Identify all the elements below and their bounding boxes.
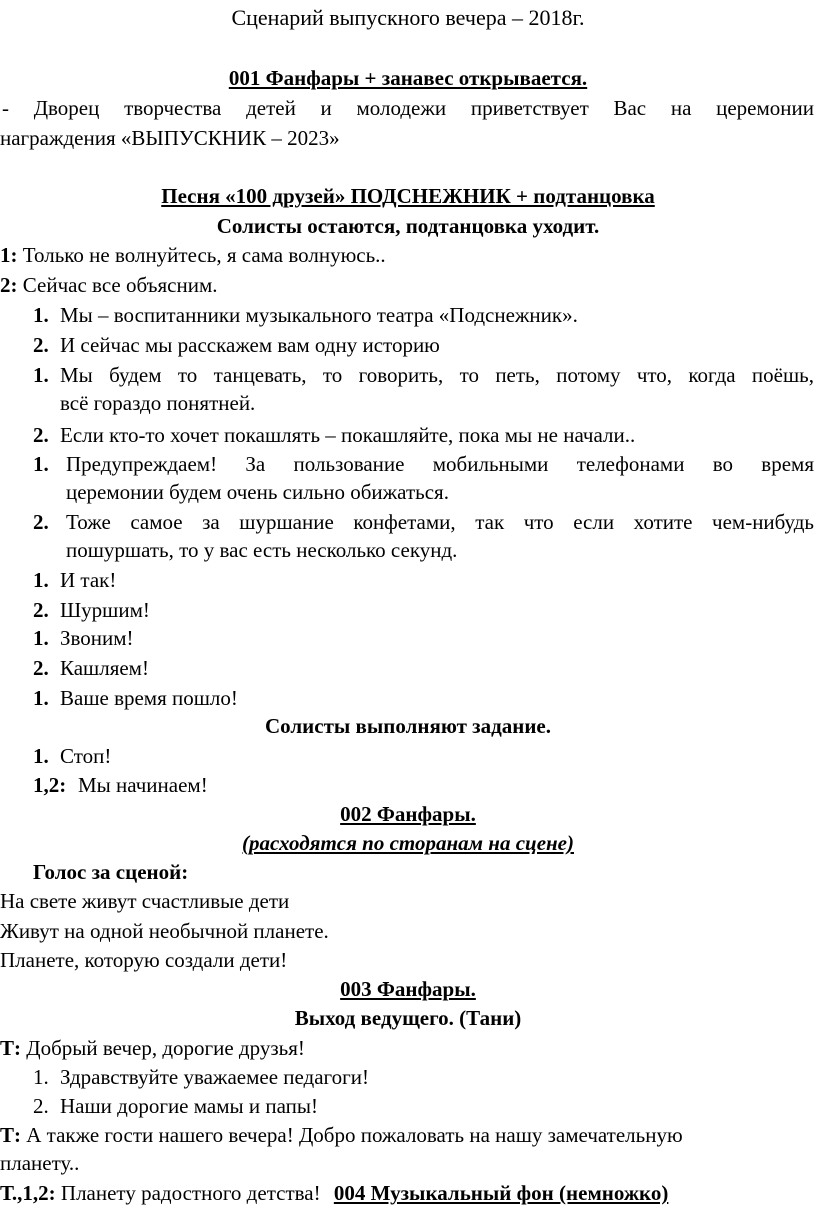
item-number: 2. [33,333,49,357]
item-text: пошуршать, то у вас есть несколько секунд. [66,538,458,562]
item-number: 1. [33,1065,49,1089]
item-number: 1. [33,744,49,768]
song-heading: Песня «100 друзей» ПОДСНЕЖНИК + подтанцовка [161,184,655,208]
voice-heading: Голос за сценой: [33,860,189,884]
item-text: церемонии будем очень сильно обижаться. [66,480,449,504]
cue-004: 004 Музыкальный фон (немножко) [333,1181,669,1205]
host-text: Добрый вечер, дорогие друзья! [26,1036,305,1060]
item-text: И так! [60,568,117,592]
item-text: Звоним! [60,626,134,650]
item-text: Стоп! [60,744,112,768]
dialog-text: Только не волнуйтесь, я сама волнуюсь.. [22,243,386,267]
item-number: 1. [33,363,49,387]
item-number: 1. [33,303,49,327]
voice-line: На свете живут счастливые дети [0,889,290,913]
host-heading: Выход ведущего. (Тани) [294,1006,522,1030]
item-text: Мы будем то танцевать, то говорить, то петь, потому что, когда поёшь, [60,363,814,387]
item-number: 2. [33,1094,49,1118]
host-text: А также гости нашего вечера! Добро пожаловать на нашу замечательную [26,1123,683,1147]
item-text: Ваше время пошло! [60,686,238,710]
intro-line-1: - Дворец творчества детей и молодежи приветствует Вас на церемонии [2,96,814,120]
item-number: 2. [33,510,49,534]
dialog-text: Сейчас все объясним. [22,273,218,297]
voice-line: Планете, которую создали дети! [0,948,288,972]
cue-003: 003 Фанфары. [340,977,476,1001]
item-number: 2. [33,423,49,447]
item-number: 2. [33,598,49,622]
final-line [0,1179,816,1207]
dialog-line [0,241,816,269]
item-text: всё гораздо понятней. [60,391,256,415]
item-number: 1. [33,568,49,592]
cue-001: 001 Фанфары + занавес открывается. [228,66,588,90]
voice-line: Живут на одной необычной планете. [0,919,329,943]
final-text: Планету радостного детства! [60,1181,321,1205]
item-text: Шуршим! [60,598,150,622]
soloists-stay-note: Солисты остаются, подтанцовка уходит. [216,214,600,238]
item-text: И сейчас мы расскажем вам одну историю [60,333,440,357]
cue-002-note: (расходятся по сторанам на сцене) [241,831,574,855]
cue-002: 002 Фанфары. [340,802,476,826]
document-title: Сценарий выпускного вечера – 2018г. [231,5,585,30]
item-text: Кашляем! [60,656,149,680]
speaker-label: Т.,1,2: [0,1181,56,1205]
speaker-label: Т: [0,1036,21,1060]
item-number: 1. [33,626,49,650]
item-text: Мы – воспитанники музыкального театра «Подснежник». [60,303,578,327]
item-text: Предупреждаем! За пользование мобильными телефонами во время [66,452,814,476]
host-line-continuation: планету.. [0,1151,80,1175]
speaker-label: 1: [0,243,18,267]
task-heading: Солисты выполняют задание. [264,714,552,738]
item-number: 1. [33,452,49,476]
item-number: 1. [33,686,49,710]
dialog-line [0,271,816,299]
host-line [0,1034,816,1062]
item-text: Тоже самое за шуршание конфетами, так что если хотите чем-нибудь [66,510,814,534]
host-line [0,1121,816,1149]
item-text: Здравствуйте уважаемее педагоги! [60,1065,369,1089]
item-number: 1,2: [33,773,67,797]
item-text: Наши дорогие мамы и папы! [60,1094,318,1118]
item-text: Мы начинаем! [78,773,208,797]
intro-line-2: награждения «ВЫПУСКНИК – 2023» [0,126,340,150]
item-number: 2. [33,656,49,680]
speaker-label: 2: [0,273,18,297]
speaker-label: Т: [0,1123,21,1147]
item-text: Если кто-то хочет покашлять – покашляйте, пока мы не начали.. [60,423,636,447]
